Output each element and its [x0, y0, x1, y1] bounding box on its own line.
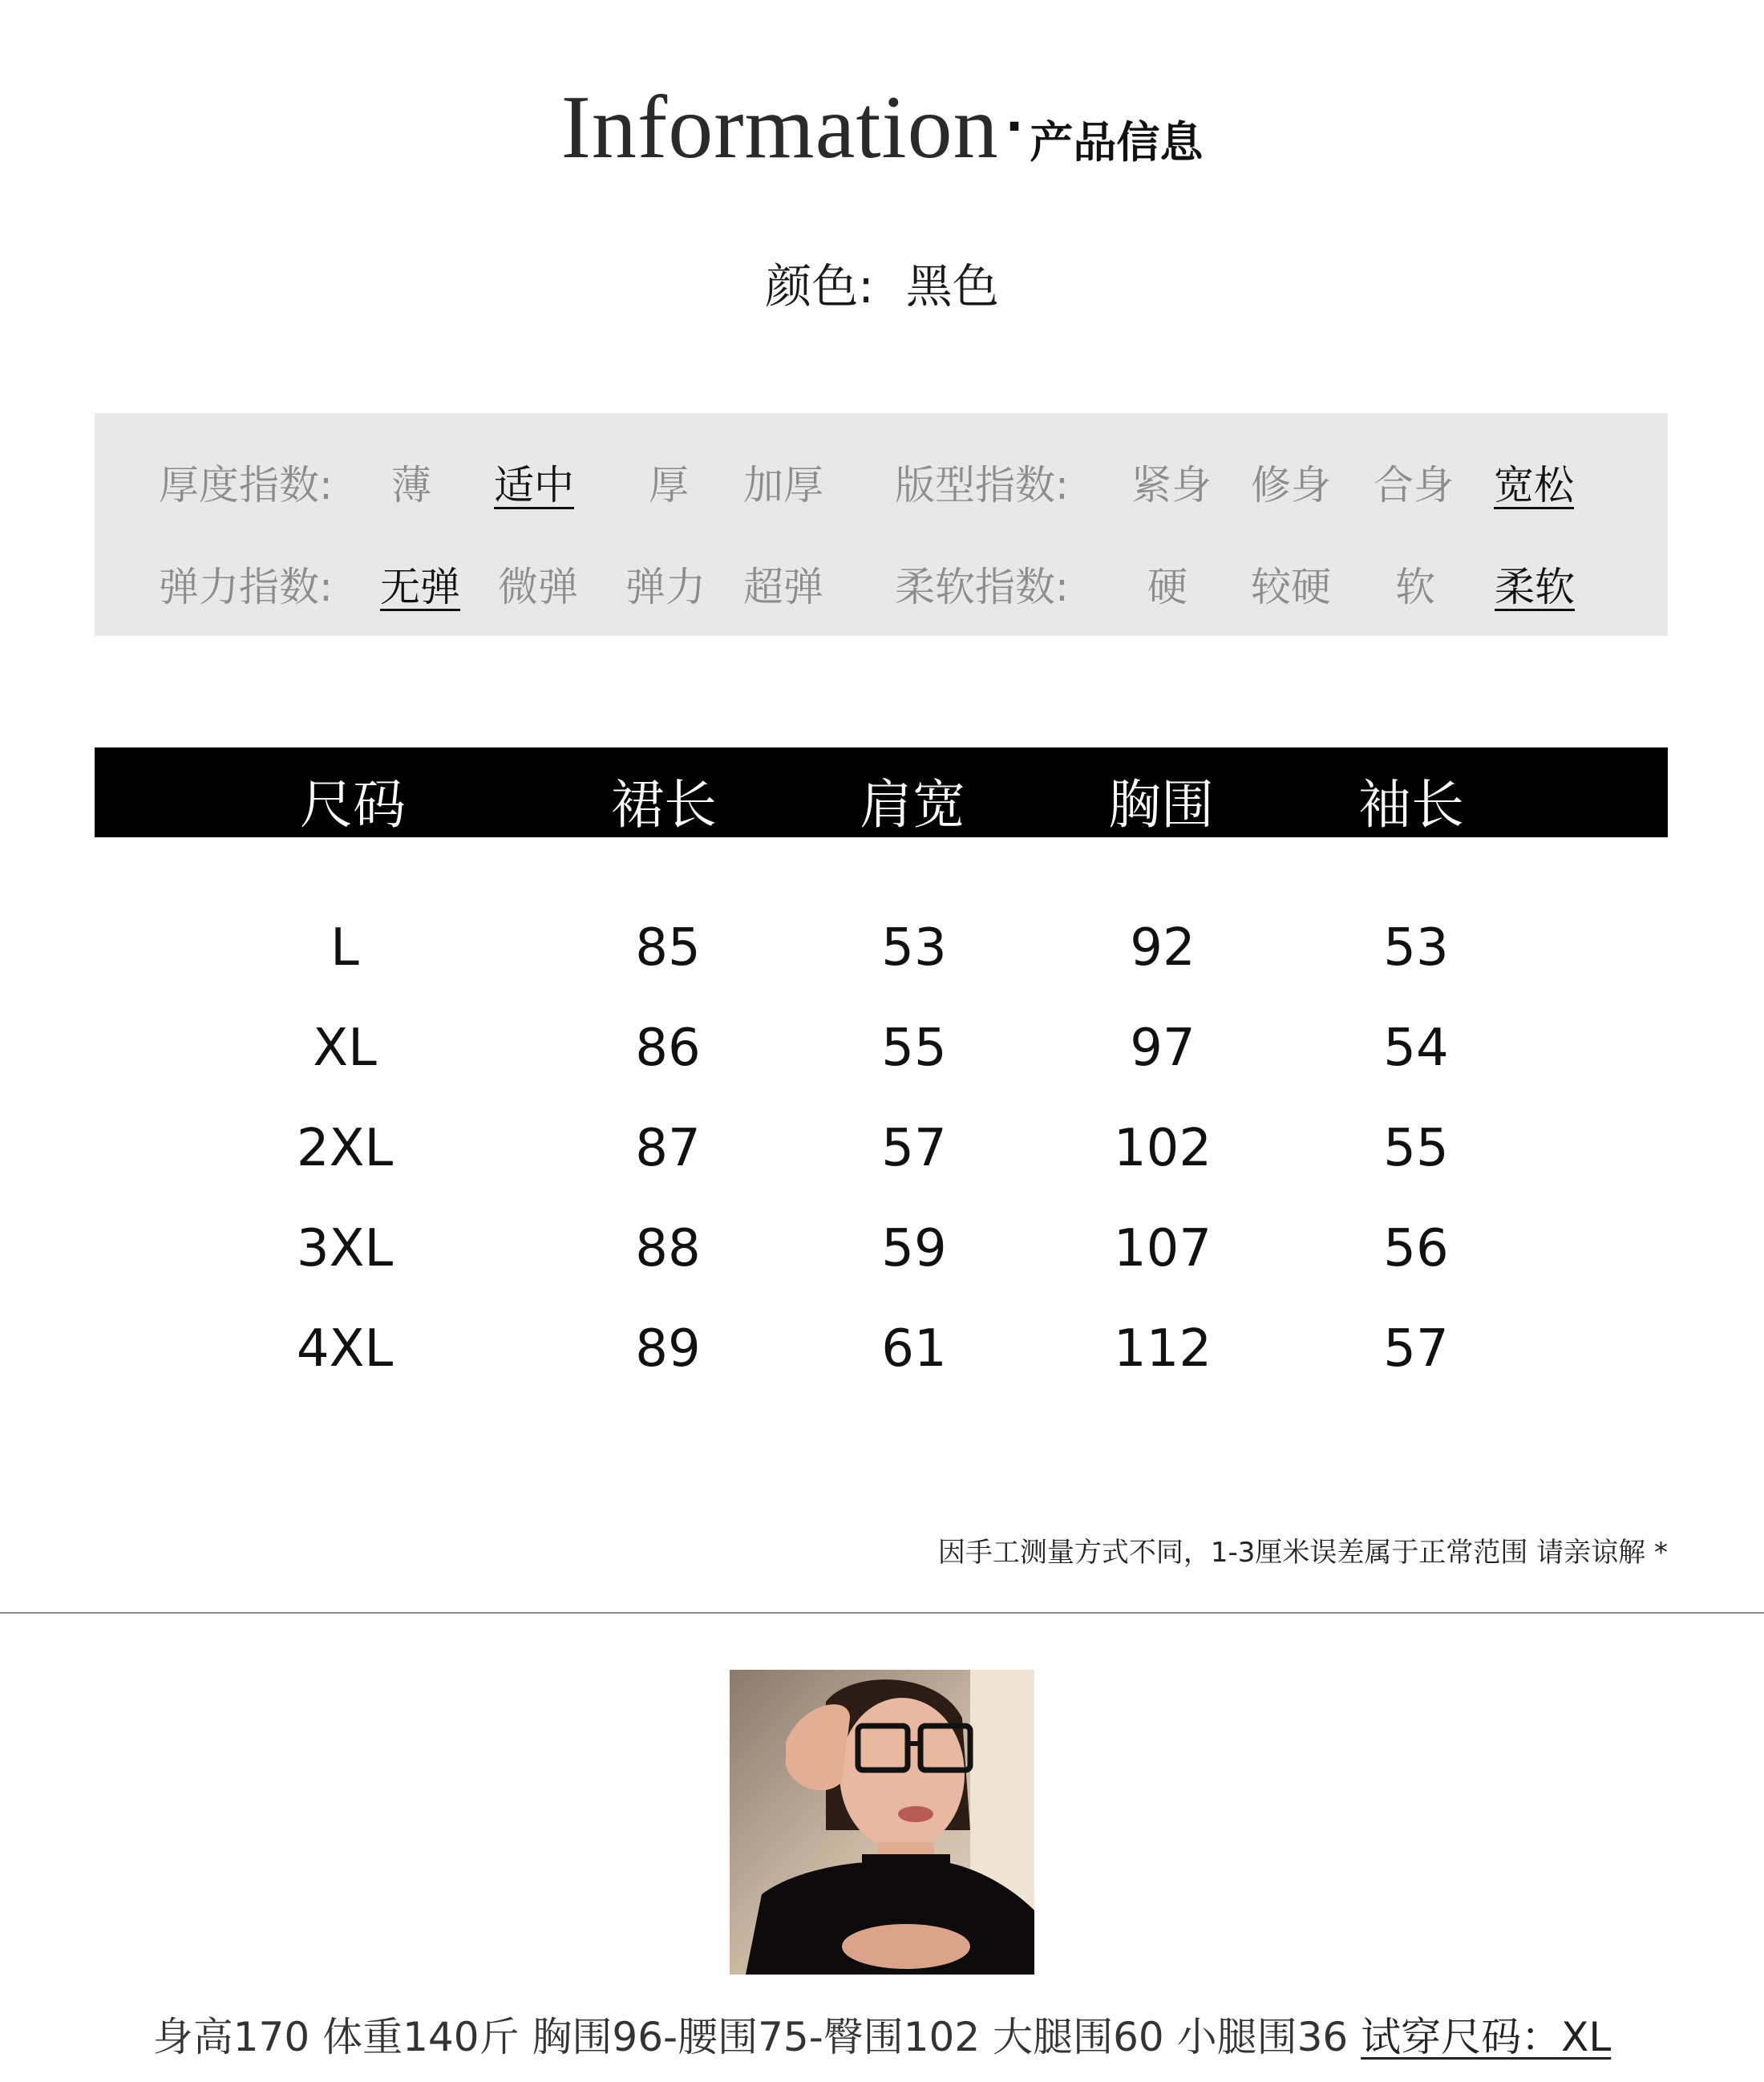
table-cell: 56 — [1383, 1219, 1449, 1278]
try-on-size: 试穿尺码：XL — [1361, 2014, 1612, 2060]
table-cell: XL — [313, 1019, 377, 1078]
model-stats: 身高170 体重140斤 胸围96-腰围75-臀围102 大腿围60 小腿围36 — [152, 2014, 1349, 2060]
size-table-header — [95, 747, 1668, 837]
table-cell: 3XL — [296, 1219, 394, 1278]
table-cell: 61 — [881, 1319, 947, 1379]
thickness-option: 薄 — [391, 462, 431, 508]
fit-option: 合身 — [1374, 462, 1454, 508]
elasticity-option: 微弹 — [498, 564, 578, 610]
softness-option: 软 — [1395, 564, 1435, 610]
table-cell: 53 — [1383, 918, 1449, 978]
table-cell: 102 — [1113, 1119, 1212, 1178]
fit-option: 修身 — [1251, 462, 1331, 508]
softness-label: 柔软指数: — [895, 564, 1069, 610]
table-cell: 88 — [635, 1219, 701, 1278]
color-info — [0, 249, 1764, 316]
table-cell: 59 — [881, 1219, 947, 1278]
elasticity-option: 弹力 — [625, 564, 706, 610]
divider — [0, 1612, 1764, 1614]
elasticity-option-selected: 无弹 — [380, 564, 460, 610]
table-cell: L — [330, 918, 359, 978]
thickness-option: 加厚 — [743, 462, 823, 508]
softness-option: 较硬 — [1251, 564, 1331, 610]
table-cell: 57 — [881, 1119, 947, 1178]
model-photo — [730, 1670, 1034, 1975]
index-panel — [95, 413, 1668, 636]
softness-option: 硬 — [1147, 564, 1187, 610]
table-cell: 57 — [1383, 1319, 1449, 1379]
thickness-option-selected: 适中 — [494, 462, 574, 508]
fit-label: 版型指数: — [895, 462, 1069, 508]
table-cell: 112 — [1113, 1319, 1212, 1379]
elasticity-label: 弹力指数: — [159, 564, 333, 610]
softness-option-selected: 柔软 — [1495, 564, 1575, 610]
table-cell: 92 — [1130, 918, 1196, 978]
table-cell: 55 — [881, 1019, 947, 1078]
table-cell: 89 — [635, 1319, 701, 1379]
title-zh: 产品信息 — [1030, 117, 1204, 168]
measurement-note: 因手工测量方式不同，1-3厘米误差属于正常范围 请亲谅解 * — [937, 1537, 1668, 1569]
header-size: 尺码 — [300, 774, 406, 836]
table-cell: 4XL — [296, 1319, 394, 1379]
page-title — [0, 76, 1764, 180]
color-value: 黑色 — [905, 259, 999, 314]
thickness-option: 厚 — [649, 462, 689, 508]
fit-option: 紧身 — [1131, 462, 1212, 508]
table-cell: 55 — [1383, 1119, 1449, 1178]
fit-option-selected: 宽松 — [1494, 462, 1574, 508]
table-cell: 54 — [1383, 1019, 1449, 1078]
table-cell: 107 — [1113, 1219, 1212, 1278]
header-bust: 胸围 — [1108, 774, 1214, 836]
title-dot: · — [1005, 99, 1024, 155]
color-label: 颜色: — [765, 259, 874, 314]
table-cell: 2XL — [296, 1119, 394, 1178]
title-en: Information — [560, 78, 999, 177]
header-shoulder: 肩宽 — [860, 774, 965, 836]
header-sleeve: 袖长 — [1358, 774, 1464, 836]
elasticity-option: 超弹 — [743, 564, 823, 610]
header-length: 裙长 — [611, 774, 717, 836]
table-cell: 97 — [1130, 1019, 1196, 1078]
model-info — [0, 2005, 1764, 2063]
table-cell: 87 — [635, 1119, 701, 1178]
table-cell: 86 — [635, 1019, 701, 1078]
thickness-label: 厚度指数: — [159, 462, 333, 508]
table-cell: 53 — [881, 918, 947, 978]
table-cell: 85 — [635, 918, 701, 978]
